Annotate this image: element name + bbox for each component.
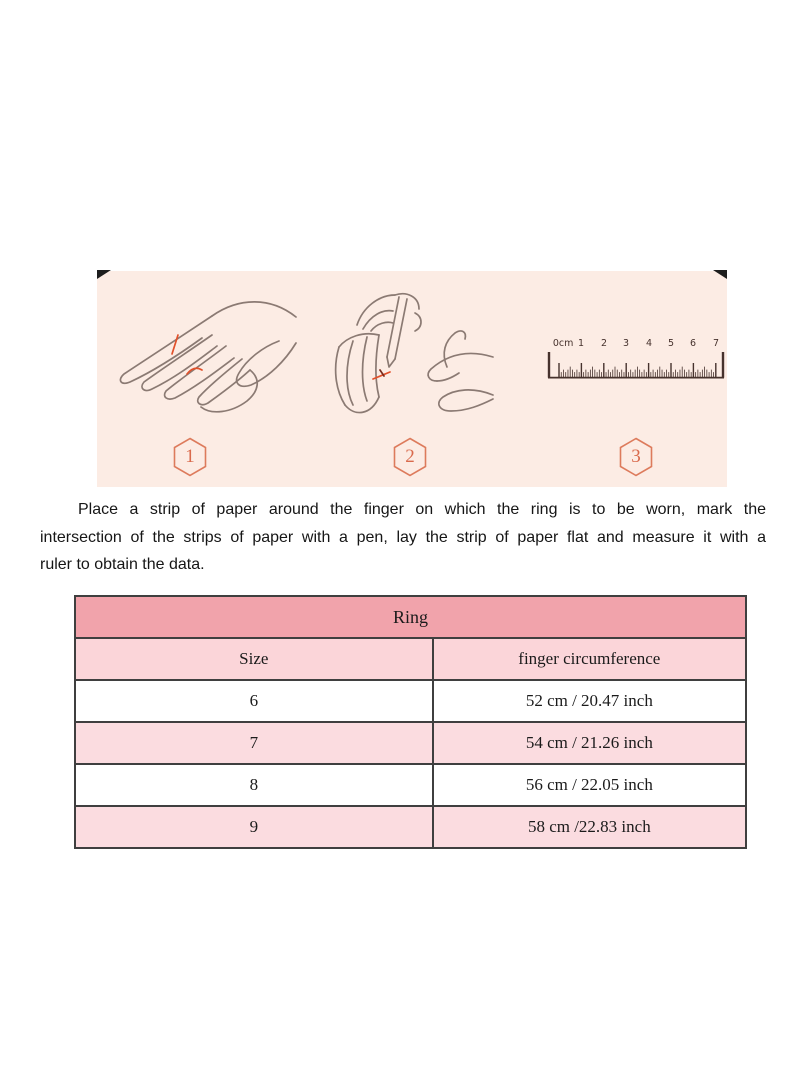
column-header-circumference: finger circumference — [433, 638, 746, 680]
table-title-row — [75, 596, 746, 638]
step-badge-2 — [393, 437, 427, 477]
ruler-label: 2 — [600, 338, 608, 349]
instructions-line: intersection of the strips of paper with a pen, lay the strip of paper flat and measure it with a — [40, 528, 766, 546]
step-badge-3 — [619, 437, 653, 477]
step-badge-1 — [173, 437, 207, 477]
corner-mark-top-right — [712, 270, 727, 280]
circumference-cell: 52 cm / 20.47 inch — [433, 680, 746, 722]
step3-ruler-illustration — [547, 338, 725, 382]
table-row — [75, 806, 746, 848]
ruler-label: 4 — [645, 338, 653, 349]
ruler-label: 6 — [689, 338, 697, 349]
table-row — [75, 722, 746, 764]
size-cell: 9 — [75, 806, 433, 848]
size-cell: 8 — [75, 764, 433, 806]
instructions-line: ruler to obtain the data. — [40, 556, 205, 573]
ruler-ticks — [547, 349, 725, 379]
ruler-labels — [547, 338, 725, 349]
step-number: 3 — [631, 446, 641, 467]
ring-sizing-banner — [97, 271, 727, 487]
table-row — [75, 764, 746, 806]
step-number: 1 — [185, 446, 195, 467]
size-cell: 7 — [75, 722, 433, 764]
circumference-cell: 56 cm / 22.05 inch — [433, 764, 746, 806]
ruler-label: 0cm — [552, 338, 574, 349]
step1-hand-illustration — [99, 285, 299, 435]
step2-marking-illustration — [327, 283, 497, 433]
table-header-row — [75, 638, 746, 680]
circumference-cell: 54 cm / 21.26 inch — [433, 722, 746, 764]
ruler-label: 3 — [622, 338, 630, 349]
instructions-paragraph — [40, 496, 766, 579]
circumference-cell: 58 cm /22.83 inch — [433, 806, 746, 848]
column-header-size: Size — [75, 638, 433, 680]
table-row — [75, 680, 746, 722]
ring-size-table — [74, 595, 747, 849]
ruler-label: 5 — [667, 338, 675, 349]
size-cell: 6 — [75, 680, 433, 722]
table-title: Ring — [75, 596, 746, 638]
ruler-label: 1 — [577, 338, 585, 349]
corner-mark-top-left — [97, 270, 112, 280]
step-number: 2 — [405, 446, 415, 467]
ruler-label: 7 — [712, 338, 720, 349]
instructions-line: Place a strip of paper around the finger on which the ring is to be worn, mark the — [78, 501, 766, 518]
